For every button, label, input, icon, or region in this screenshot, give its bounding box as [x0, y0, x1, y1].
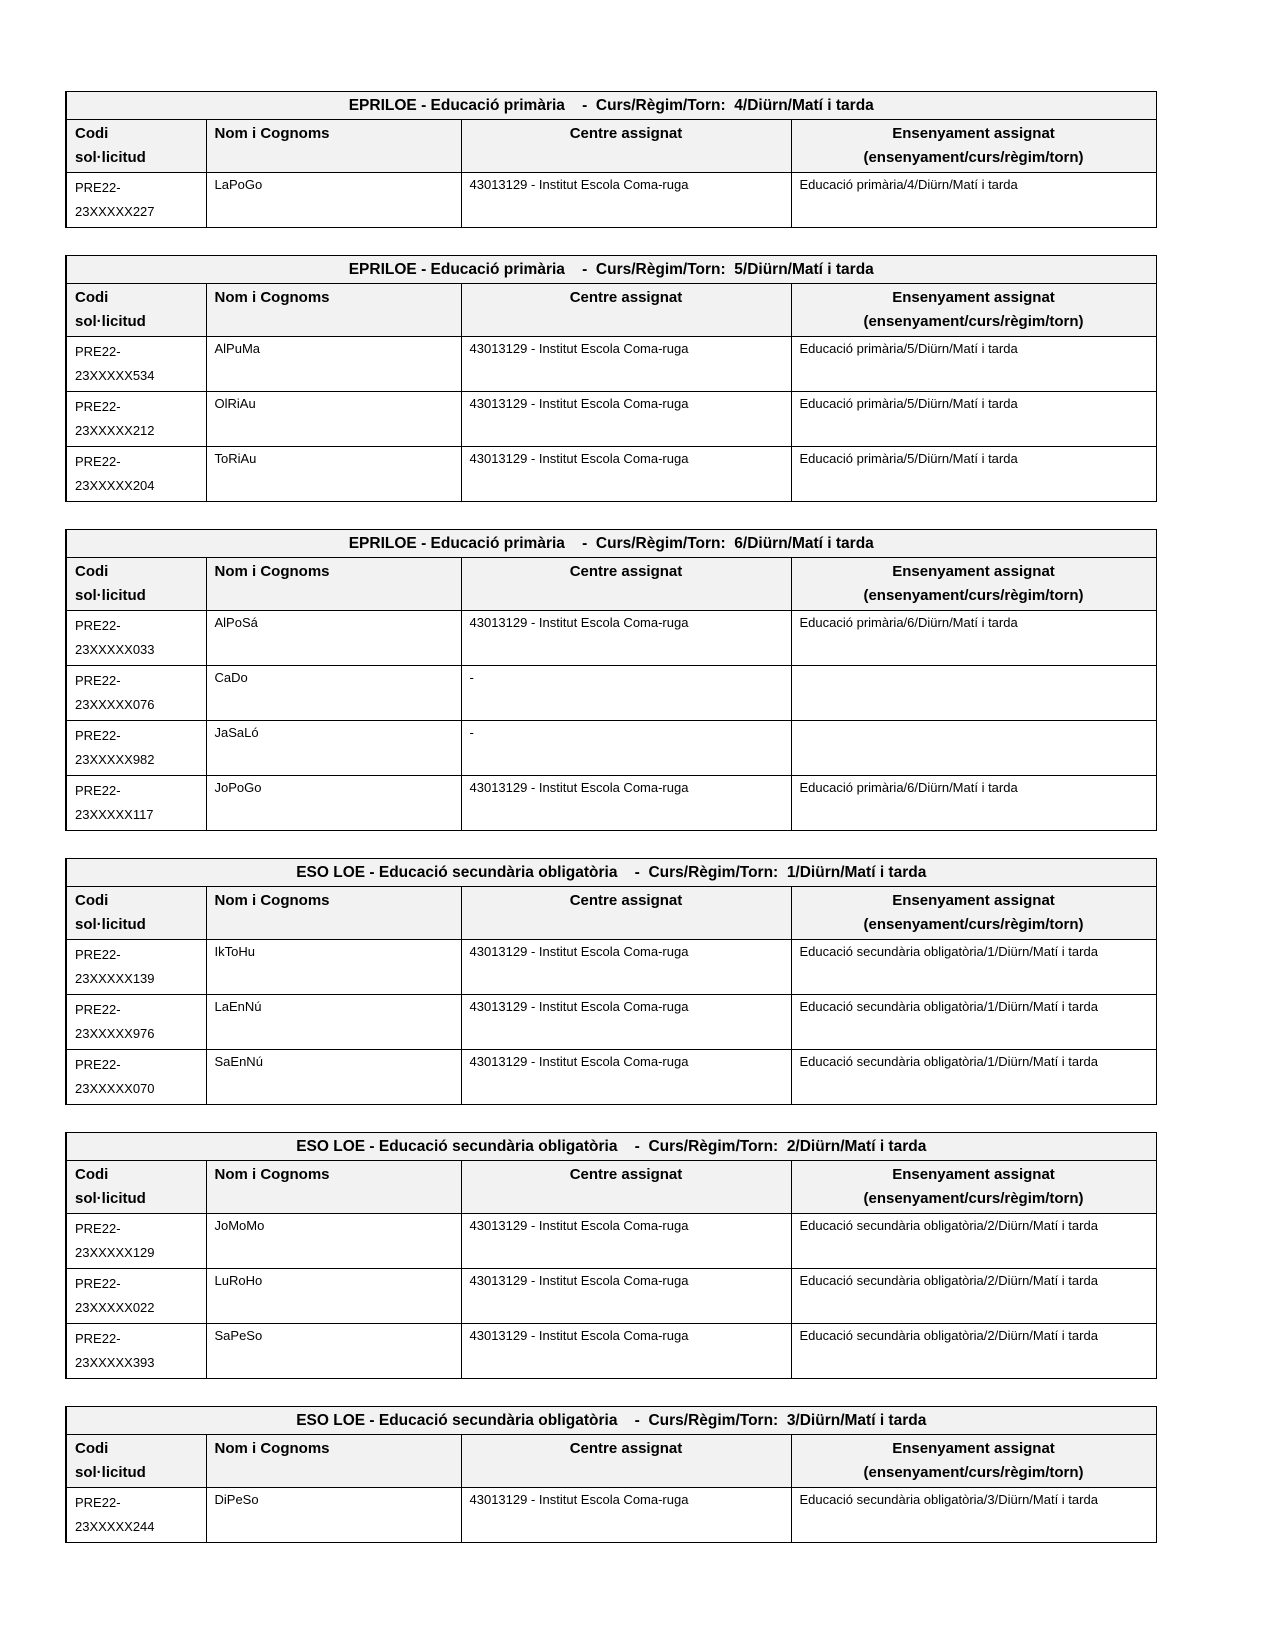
header-line: Nom i Cognoms — [214, 289, 330, 306]
header-codi-sollicitud — [66, 1161, 206, 1214]
ensenyament-assignat-cell-text: Educació primària/5/Diürn/Matí i tarda — [799, 451, 1018, 466]
ensenyament-assignat-cell — [791, 447, 1156, 502]
nom-cognoms-cell — [206, 447, 461, 502]
ensenyament-assignat-cell-text: Educació secundària obligatòria/1/Diürn/Matí i tarda — [799, 1054, 1098, 1069]
header-line: Centre assignat — [569, 125, 683, 142]
ensenyament-assignat-cell-text: Educació secundària obligatòria/2/Diürn/Matí i tarda — [799, 1328, 1098, 1343]
centre-assignat-cell-text: - — [469, 725, 474, 740]
codi-line: PRE22- — [75, 947, 121, 962]
codi-line: PRE22- — [75, 344, 121, 359]
nom-cognoms-cell-text: JoPoGo — [214, 780, 262, 795]
header-nom-cognoms — [206, 1435, 461, 1488]
ensenyament-assignat-cell-text: Educació primària/5/Diürn/Matí i tarda — [799, 341, 1018, 356]
codi-sollicitud-cell — [66, 392, 206, 447]
assignment-table — [65, 255, 1157, 502]
table-row — [66, 1214, 1156, 1269]
codi-sollicitud-cell — [66, 1269, 206, 1324]
nom-cognoms-cell-text: IkToHu — [214, 944, 255, 959]
codi-line: PRE22- — [75, 1276, 121, 1291]
nom-cognoms-cell-text: OlRiAu — [214, 396, 256, 411]
header-line: Ensenyament assignat — [892, 892, 1055, 909]
nom-cognoms-cell-text: LaEnNú — [214, 999, 262, 1014]
codi-line: PRE22- — [75, 783, 121, 798]
nom-cognoms-cell — [206, 1214, 461, 1269]
codi-sollicitud-cell — [66, 1214, 206, 1269]
header-line: Centre assignat — [569, 563, 683, 580]
nom-cognoms-cell-text: DiPeSo — [214, 1492, 259, 1507]
table-title: EPRILOE - Educació primària - Curs/Règim/Torn: 4/Diürn/Matí i tarda — [66, 92, 1156, 120]
centre-assignat-cell — [461, 940, 791, 995]
header-line: (ensenyament/curs/règim/torn) — [863, 1464, 1084, 1481]
codi-line: PRE22- — [75, 618, 121, 633]
nom-cognoms-cell — [206, 666, 461, 721]
header-line: (ensenyament/curs/règim/torn) — [863, 587, 1084, 604]
centre-assignat-cell-text: 43013129 - Institut Escola Coma-ruga — [469, 1273, 689, 1288]
nom-cognoms-cell-text: JaSaLó — [214, 725, 259, 740]
assignment-table — [65, 529, 1157, 831]
codi-line: PRE22- — [75, 1495, 121, 1510]
header-line: Ensenyament assignat — [892, 1166, 1055, 1183]
ensenyament-assignat-cell-text: Educació secundària obligatòria/1/Diürn/Matí i tarda — [799, 944, 1098, 959]
codi-sollicitud-cell — [66, 995, 206, 1050]
header-ensenyament-assignat — [791, 558, 1156, 611]
header-line: Centre assignat — [569, 289, 683, 306]
ensenyament-assignat-cell — [791, 776, 1156, 831]
table-title: EPRILOE - Educació primària - Curs/Règim/Torn: 6/Diürn/Matí i tarda — [66, 530, 1156, 558]
header-codi-sollicitud — [66, 284, 206, 337]
table-title: ESO LOE - Educació secundària obligatòria - Curs/Règim/Torn: 2/Diürn/Matí i tarda — [66, 1133, 1156, 1161]
nom-cognoms-cell-text: SaEnNú — [214, 1054, 263, 1069]
codi-line: 23XXXXX117 — [75, 807, 154, 822]
nom-cognoms-cell — [206, 611, 461, 666]
codi-line: PRE22- — [75, 1057, 121, 1072]
table-row — [66, 173, 1156, 228]
codi-sollicitud-cell — [66, 1324, 206, 1379]
codi-line: PRE22- — [75, 1002, 121, 1017]
centre-assignat-cell — [461, 721, 791, 776]
centre-assignat-cell-text: - — [469, 670, 474, 685]
ensenyament-assignat-cell-text: Educació secundària obligatòria/1/Diürn/Matí i tarda — [799, 999, 1098, 1014]
table-row — [66, 721, 1156, 776]
centre-assignat-cell-text: 43013129 - Institut Escola Coma-ruga — [469, 1328, 689, 1343]
codi-line: PRE22- — [75, 454, 121, 469]
table-row — [66, 776, 1156, 831]
centre-assignat-cell-text: 43013129 - Institut Escola Coma-ruga — [469, 780, 689, 795]
centre-assignat-cell — [461, 995, 791, 1050]
table-row — [66, 337, 1156, 392]
header-centre-assignat — [461, 887, 791, 940]
centre-assignat-cell — [461, 1050, 791, 1105]
table-row — [66, 940, 1156, 995]
nom-cognoms-cell — [206, 337, 461, 392]
codi-sollicitud-cell — [66, 776, 206, 831]
centre-assignat-cell — [461, 776, 791, 831]
centre-assignat-cell — [461, 447, 791, 502]
header-line: Codi — [75, 289, 109, 306]
table-row — [66, 392, 1156, 447]
header-line: Codi — [75, 892, 109, 909]
centre-assignat-cell — [461, 337, 791, 392]
ensenyament-assignat-cell — [791, 1214, 1156, 1269]
codi-line: 23XXXXX227 — [75, 204, 155, 219]
nom-cognoms-cell — [206, 1050, 461, 1105]
ensenyament-assignat-cell — [791, 1050, 1156, 1105]
ensenyament-assignat-cell — [791, 995, 1156, 1050]
nom-cognoms-cell-text: SaPeSo — [214, 1328, 263, 1343]
table-row — [66, 611, 1156, 666]
codi-line: 23XXXXX033 — [75, 642, 155, 657]
codi-line: 23XXXXX212 — [75, 423, 155, 438]
centre-assignat-cell-text: 43013129 - Institut Escola Coma-ruga — [469, 1218, 689, 1233]
centre-assignat-cell-text: 43013129 - Institut Escola Coma-ruga — [469, 177, 689, 192]
header-codi-sollicitud — [66, 120, 206, 173]
codi-sollicitud-cell — [66, 447, 206, 502]
nom-cognoms-cell-text: AlPoSá — [214, 615, 258, 630]
header-line: Nom i Cognoms — [214, 563, 330, 580]
nom-cognoms-cell — [206, 173, 461, 228]
assignment-table — [65, 91, 1157, 228]
ensenyament-assignat-cell — [791, 721, 1156, 776]
centre-assignat-cell — [461, 392, 791, 447]
centre-assignat-cell-text: 43013129 - Institut Escola Coma-ruga — [469, 999, 689, 1014]
ensenyament-assignat-cell-text: Educació primària/4/Diürn/Matí i tarda — [799, 177, 1018, 192]
codi-line: PRE22- — [75, 1331, 121, 1346]
ensenyament-assignat-cell-text: Educació secundària obligatòria/2/Diürn/Matí i tarda — [799, 1218, 1098, 1233]
codi-line: 23XXXXX129 — [75, 1245, 155, 1260]
ensenyament-assignat-cell — [791, 611, 1156, 666]
assignment-tables-container — [65, 91, 1275, 1543]
header-codi-sollicitud — [66, 887, 206, 940]
assignment-table — [65, 858, 1157, 1105]
nom-cognoms-cell-text: CaDo — [214, 670, 248, 685]
header-line: Centre assignat — [569, 1440, 683, 1457]
header-ensenyament-assignat — [791, 1161, 1156, 1214]
nom-cognoms-cell-text: ToRiAu — [214, 451, 257, 466]
header-line: sol·licitud — [75, 1464, 146, 1481]
header-line: Ensenyament assignat — [892, 125, 1055, 142]
codi-sollicitud-cell — [66, 1050, 206, 1105]
table-row — [66, 995, 1156, 1050]
header-line: Codi — [75, 125, 109, 142]
nom-cognoms-cell-text: JoMoMo — [214, 1218, 265, 1233]
header-line: Nom i Cognoms — [214, 125, 330, 142]
header-line: Ensenyament assignat — [892, 563, 1055, 580]
nom-cognoms-cell — [206, 776, 461, 831]
codi-sollicitud-cell — [66, 1488, 206, 1543]
ensenyament-assignat-cell — [791, 1324, 1156, 1379]
header-line: sol·licitud — [75, 1190, 146, 1207]
header-centre-assignat — [461, 558, 791, 611]
codi-line: 23XXXXX070 — [75, 1081, 155, 1096]
centre-assignat-cell-text: 43013129 - Institut Escola Coma-ruga — [469, 451, 689, 466]
codi-line: 23XXXXX982 — [75, 752, 155, 767]
codi-line: 23XXXXX204 — [75, 478, 155, 493]
centre-assignat-cell — [461, 1324, 791, 1379]
centre-assignat-cell-text: 43013129 - Institut Escola Coma-ruga — [469, 944, 689, 959]
centre-assignat-cell — [461, 1488, 791, 1543]
nom-cognoms-cell — [206, 940, 461, 995]
table-title: ESO LOE - Educació secundària obligatòria - Curs/Règim/Torn: 3/Diürn/Matí i tarda — [66, 1407, 1156, 1435]
codi-line: PRE22- — [75, 399, 121, 414]
codi-line: PRE22- — [75, 728, 121, 743]
header-line: Nom i Cognoms — [214, 1440, 330, 1457]
header-line: Codi — [75, 1440, 109, 1457]
ensenyament-assignat-cell — [791, 1488, 1156, 1543]
header-line: Codi — [75, 563, 109, 580]
codi-line: 23XXXXX244 — [75, 1519, 155, 1534]
header-line: sol·licitud — [75, 587, 146, 604]
codi-sollicitud-cell — [66, 611, 206, 666]
codi-line: 23XXXXX976 — [75, 1026, 155, 1041]
header-line: Centre assignat — [569, 1166, 683, 1183]
codi-sollicitud-cell — [66, 940, 206, 995]
header-line: (ensenyament/curs/règim/torn) — [863, 916, 1084, 933]
header-centre-assignat — [461, 1161, 791, 1214]
ensenyament-assignat-cell-text: Educació primària/6/Diürn/Matí i tarda — [799, 615, 1018, 630]
nom-cognoms-cell — [206, 721, 461, 776]
ensenyament-assignat-cell — [791, 392, 1156, 447]
header-line: Ensenyament assignat — [892, 1440, 1055, 1457]
header-codi-sollicitud — [66, 558, 206, 611]
ensenyament-assignat-cell — [791, 940, 1156, 995]
assignment-table — [65, 1406, 1157, 1543]
table-row — [66, 666, 1156, 721]
header-nom-cognoms — [206, 120, 461, 173]
centre-assignat-cell — [461, 1269, 791, 1324]
ensenyament-assignat-cell-text: Educació secundària obligatòria/3/Diürn/Matí i tarda — [799, 1492, 1098, 1507]
header-line: sol·licitud — [75, 313, 146, 330]
header-line: (ensenyament/curs/règim/torn) — [863, 1190, 1084, 1207]
header-ensenyament-assignat — [791, 284, 1156, 337]
ensenyament-assignat-cell — [791, 173, 1156, 228]
nom-cognoms-cell — [206, 392, 461, 447]
codi-line: 23XXXXX534 — [75, 368, 155, 383]
nom-cognoms-cell — [206, 1269, 461, 1324]
ensenyament-assignat-cell-text: Educació secundària obligatòria/2/Diürn/Matí i tarda — [799, 1273, 1098, 1288]
header-ensenyament-assignat — [791, 120, 1156, 173]
header-centre-assignat — [461, 1435, 791, 1488]
nom-cognoms-cell — [206, 995, 461, 1050]
centre-assignat-cell — [461, 611, 791, 666]
header-line: sol·licitud — [75, 149, 146, 166]
codi-line: 23XXXXX076 — [75, 697, 155, 712]
ensenyament-assignat-cell-text: Educació primària/6/Diürn/Matí i tarda — [799, 780, 1018, 795]
nom-cognoms-cell-text: AlPuMa — [214, 341, 261, 356]
codi-line: PRE22- — [75, 1221, 121, 1236]
codi-sollicitud-cell — [66, 337, 206, 392]
codi-sollicitud-cell — [66, 721, 206, 776]
header-line: Nom i Cognoms — [214, 892, 330, 909]
ensenyament-assignat-cell — [791, 1269, 1156, 1324]
header-codi-sollicitud — [66, 1435, 206, 1488]
header-nom-cognoms — [206, 1161, 461, 1214]
assignment-table — [65, 1132, 1157, 1379]
centre-assignat-cell-text: 43013129 - Institut Escola Coma-ruga — [469, 1492, 689, 1507]
ensenyament-assignat-cell-text: Educació primària/5/Diürn/Matí i tarda — [799, 396, 1018, 411]
header-nom-cognoms — [206, 887, 461, 940]
header-centre-assignat — [461, 284, 791, 337]
table-row — [66, 1488, 1156, 1543]
nom-cognoms-cell-text: LuRoHo — [214, 1273, 263, 1288]
header-line: (ensenyament/curs/règim/torn) — [863, 313, 1084, 330]
centre-assignat-cell — [461, 1214, 791, 1269]
codi-line: 23XXXXX139 — [75, 971, 155, 986]
nom-cognoms-cell — [206, 1324, 461, 1379]
ensenyament-assignat-cell — [791, 666, 1156, 721]
header-line: Centre assignat — [569, 892, 683, 909]
table-row — [66, 1269, 1156, 1324]
header-line: sol·licitud — [75, 916, 146, 933]
table-row — [66, 1050, 1156, 1105]
header-centre-assignat — [461, 120, 791, 173]
header-nom-cognoms — [206, 558, 461, 611]
codi-sollicitud-cell — [66, 173, 206, 228]
table-title: ESO LOE - Educació secundària obligatòria - Curs/Règim/Torn: 1/Diürn/Matí i tarda — [66, 859, 1156, 887]
codi-sollicitud-cell — [66, 666, 206, 721]
table-row — [66, 1324, 1156, 1379]
codi-line: 23XXXXX393 — [75, 1355, 155, 1370]
codi-line: PRE22- — [75, 673, 121, 688]
header-line: Codi — [75, 1166, 109, 1183]
centre-assignat-cell — [461, 173, 791, 228]
header-ensenyament-assignat — [791, 1435, 1156, 1488]
header-line: (ensenyament/curs/règim/torn) — [863, 149, 1084, 166]
centre-assignat-cell-text: 43013129 - Institut Escola Coma-ruga — [469, 615, 689, 630]
nom-cognoms-cell — [206, 1488, 461, 1543]
centre-assignat-cell-text: 43013129 - Institut Escola Coma-ruga — [469, 341, 689, 356]
codi-line: 23XXXXX022 — [75, 1300, 155, 1315]
header-line: Ensenyament assignat — [892, 289, 1055, 306]
header-line: Nom i Cognoms — [214, 1166, 330, 1183]
table-row — [66, 447, 1156, 502]
ensenyament-assignat-cell — [791, 337, 1156, 392]
centre-assignat-cell — [461, 666, 791, 721]
table-title: EPRILOE - Educació primària - Curs/Règim/Torn: 5/Diürn/Matí i tarda — [66, 256, 1156, 284]
header-ensenyament-assignat — [791, 887, 1156, 940]
codi-line: PRE22- — [75, 180, 121, 195]
centre-assignat-cell-text: 43013129 - Institut Escola Coma-ruga — [469, 1054, 689, 1069]
nom-cognoms-cell-text: LaPoGo — [214, 177, 263, 192]
centre-assignat-cell-text: 43013129 - Institut Escola Coma-ruga — [469, 396, 689, 411]
header-nom-cognoms — [206, 284, 461, 337]
